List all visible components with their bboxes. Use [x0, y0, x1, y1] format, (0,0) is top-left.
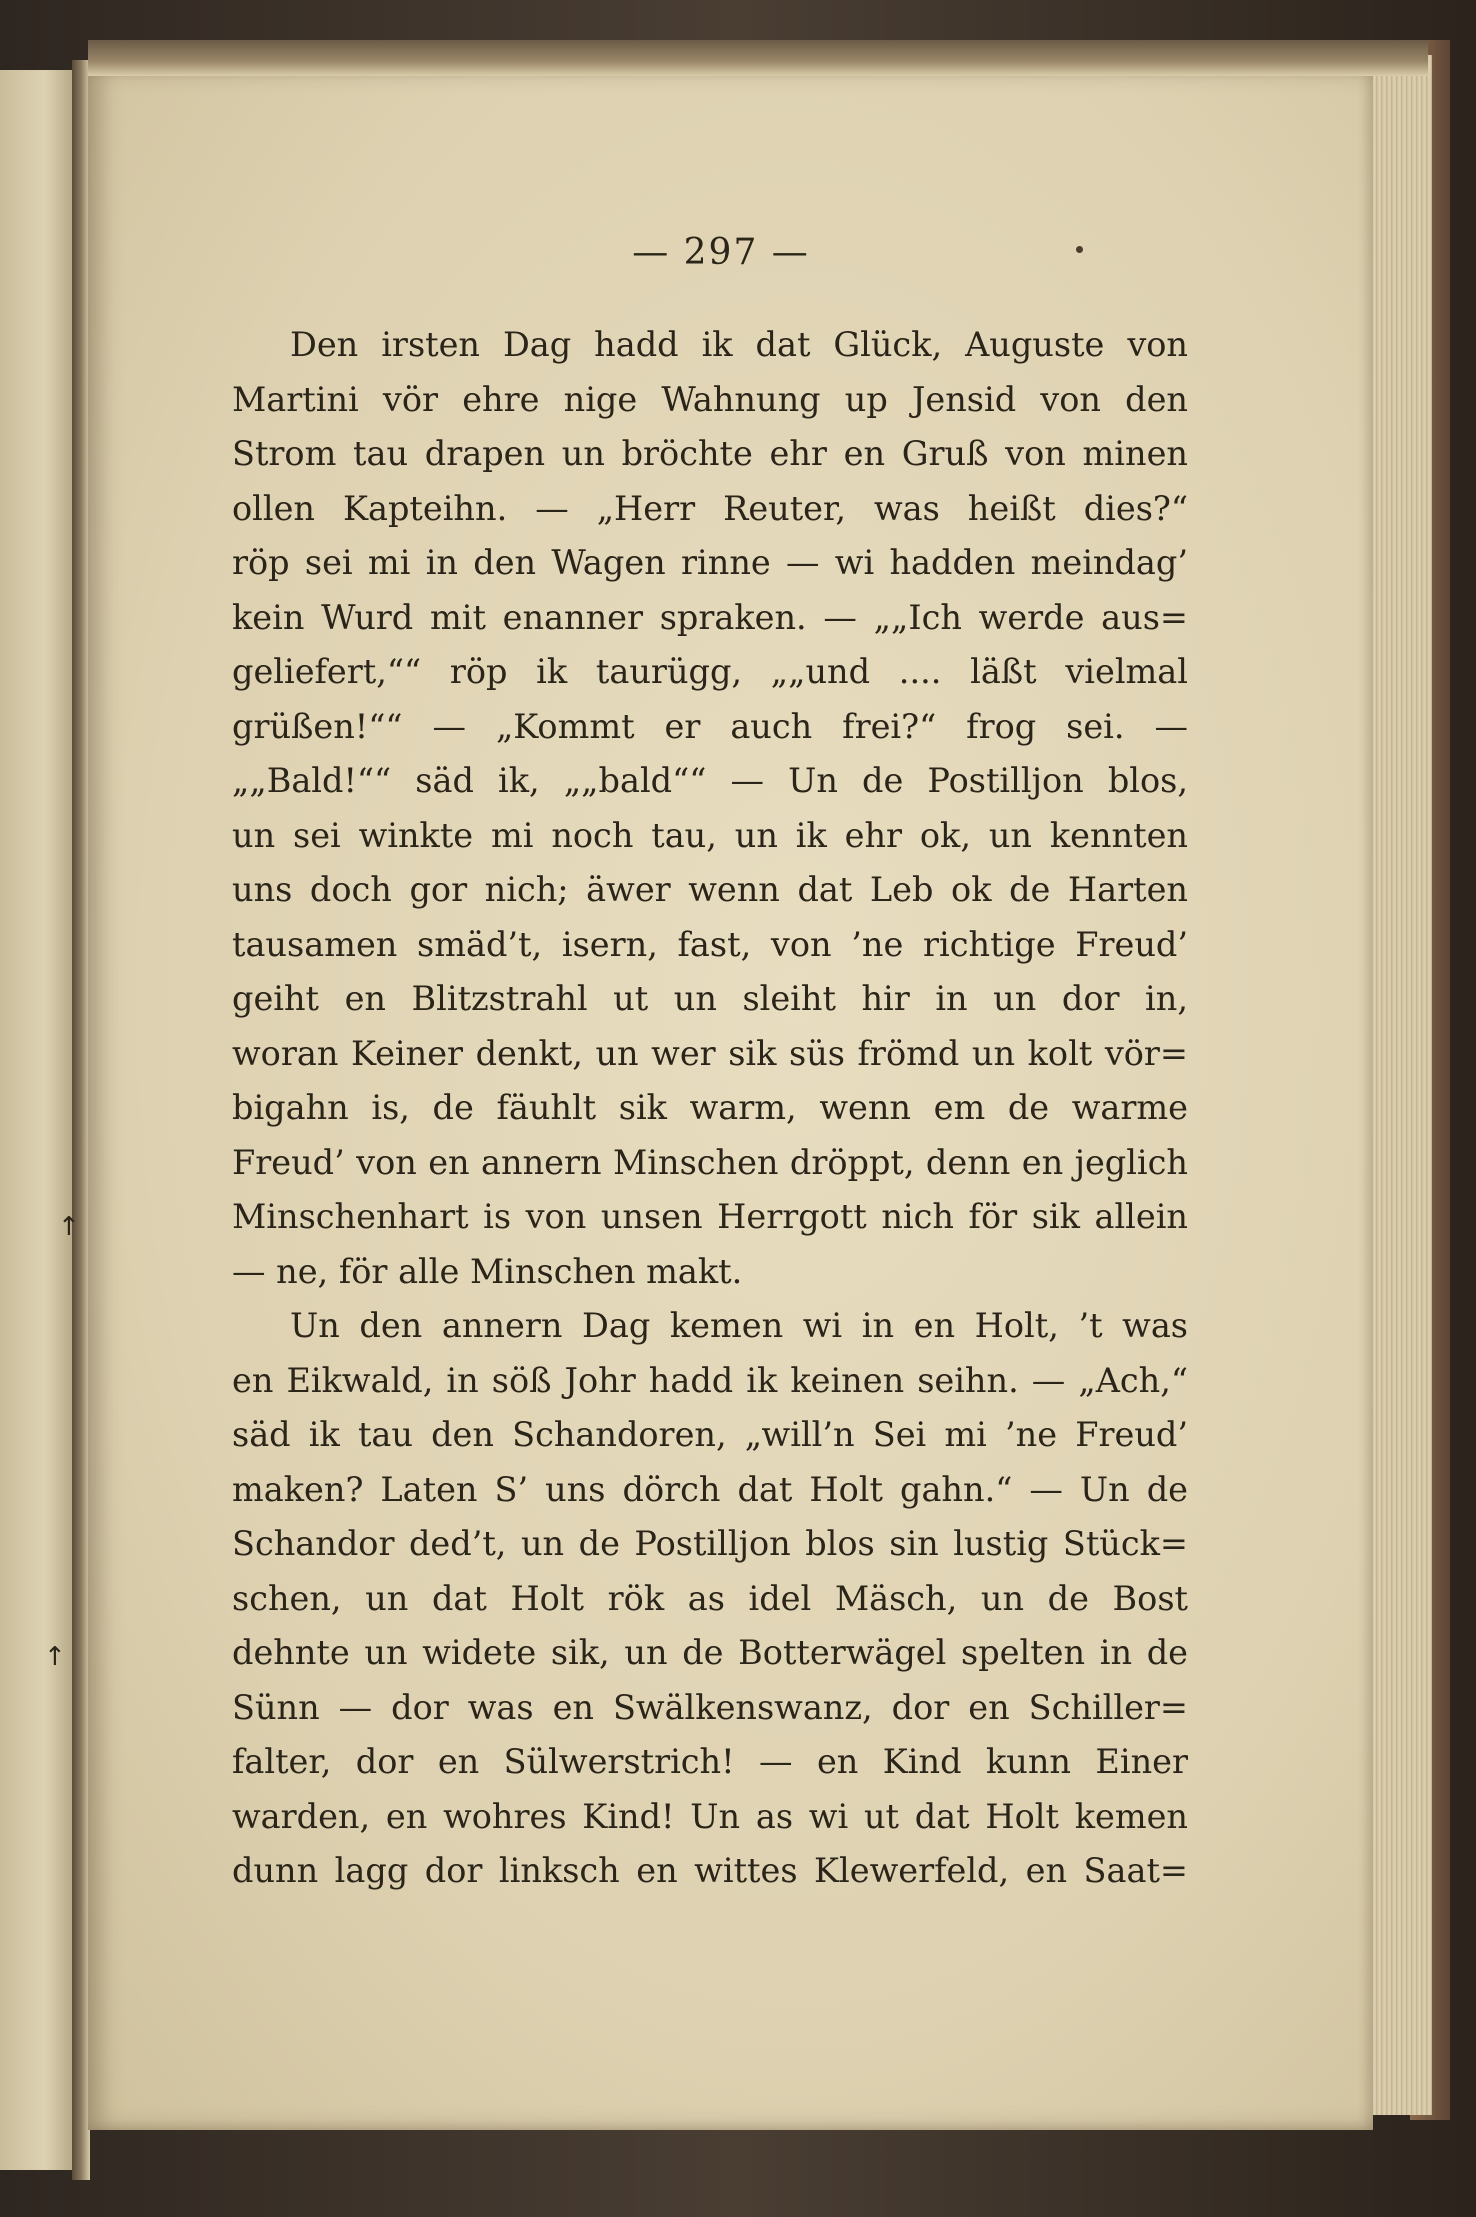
text-line: dunn lagg dor linksch en wittes Klewerfeld, en Saat=: [232, 1851, 1188, 1890]
body-text: [232, 318, 1188, 1899]
text-line: grüßen!““ — „Kommt er auch frei?“ frog sei. —: [232, 706, 1188, 746]
text-line: ollen Kapteihn. — „Herr Reuter, was heißt dies?“: [232, 488, 1188, 528]
text-line: geliefert,““ röp ik taurügg, „„und .... läßt vielmal: [232, 652, 1188, 691]
paper-speck: [1076, 246, 1083, 253]
text-line: Martini vör ehre nige Wahnung up Jensid von den: [232, 379, 1188, 419]
text-line: säd ik tau den Schandoren, „will’n Sei mi ’ne Freud’: [232, 1415, 1188, 1454]
text-line: Freud’ von en annern Minschen dröppt, denn en jeglich: [232, 1142, 1188, 1182]
text-line: Minschenhart is von unsen Herrgott nich för sik allein: [232, 1197, 1188, 1236]
text-line: tausamen smäd’t, isern, fast, von ’ne richtige Freud’: [232, 924, 1188, 964]
text-line: dehnte un widete sik, un de Botterwägel spelten in de: [232, 1633, 1188, 1672]
text-line: „„Bald!““ säd ik, „„bald““ — Un de Postilljon blos,: [232, 761, 1188, 800]
text-line: woran Keiner denkt, un wer sik süs frömd un kolt vör=: [232, 1033, 1188, 1073]
page-number: — 297 —: [632, 232, 810, 273]
text-line: — ne, för alle Minschen makt.: [232, 1251, 743, 1291]
text-line: un sei winkte mi noch tau, un ik ehr ok, un kennten: [232, 815, 1188, 855]
previous-page-edge: [0, 70, 79, 2170]
text-line: Den irsten Dag hadd ik dat Glück, Auguste von: [290, 325, 1188, 364]
text-line: bigahn is, de fäuhlt sik warm, wenn em de warme: [232, 1088, 1188, 1127]
text-line: uns doch gor nich; äwer wenn dat Leb ok de Harten: [232, 870, 1188, 909]
text-line: Un den annern Dag kemen wi in en Holt, ’t was: [290, 1306, 1188, 1345]
margin-mark: ↑: [44, 1642, 66, 1672]
text-line: kein Wurd mit enanner spraken. — „„Ich werde aus=: [232, 597, 1188, 637]
text-line: falter, dor en Sülwerstrich! — en Kind kunn Einer: [232, 1742, 1188, 1781]
text-line: röp sei mi in den Wagen rinne — wi hadden meindag’: [232, 543, 1188, 582]
text-line: Sünn — dor was en Swälkenswanz, dor en Schiller=: [232, 1687, 1188, 1727]
text-line: schen, un dat Holt rök as idel Mäsch, un de Bost: [232, 1578, 1188, 1618]
text-line: Schandor ded’t, un de Postilljon blos sin lustig Stück=: [232, 1524, 1188, 1563]
text-line: en Eikwald, in söß Johr hadd ik keinen seihn. — „Ach,“: [232, 1360, 1188, 1400]
text-line: warden, en wohres Kind! Un as wi ut dat Holt kemen: [232, 1796, 1188, 1836]
margin-mark: ↑: [58, 1212, 80, 1242]
text-line: maken? Laten S’ uns dörch dat Holt gahn.“ — Un de: [232, 1469, 1188, 1509]
text-line: geiht en Blitzstrahl ut un sleiht hir in un dor in,: [232, 979, 1188, 1018]
text-line: Strom tau drapen un bröchte ehr en Gruß von minen: [232, 434, 1188, 473]
top-binding-strip: [88, 40, 1428, 76]
